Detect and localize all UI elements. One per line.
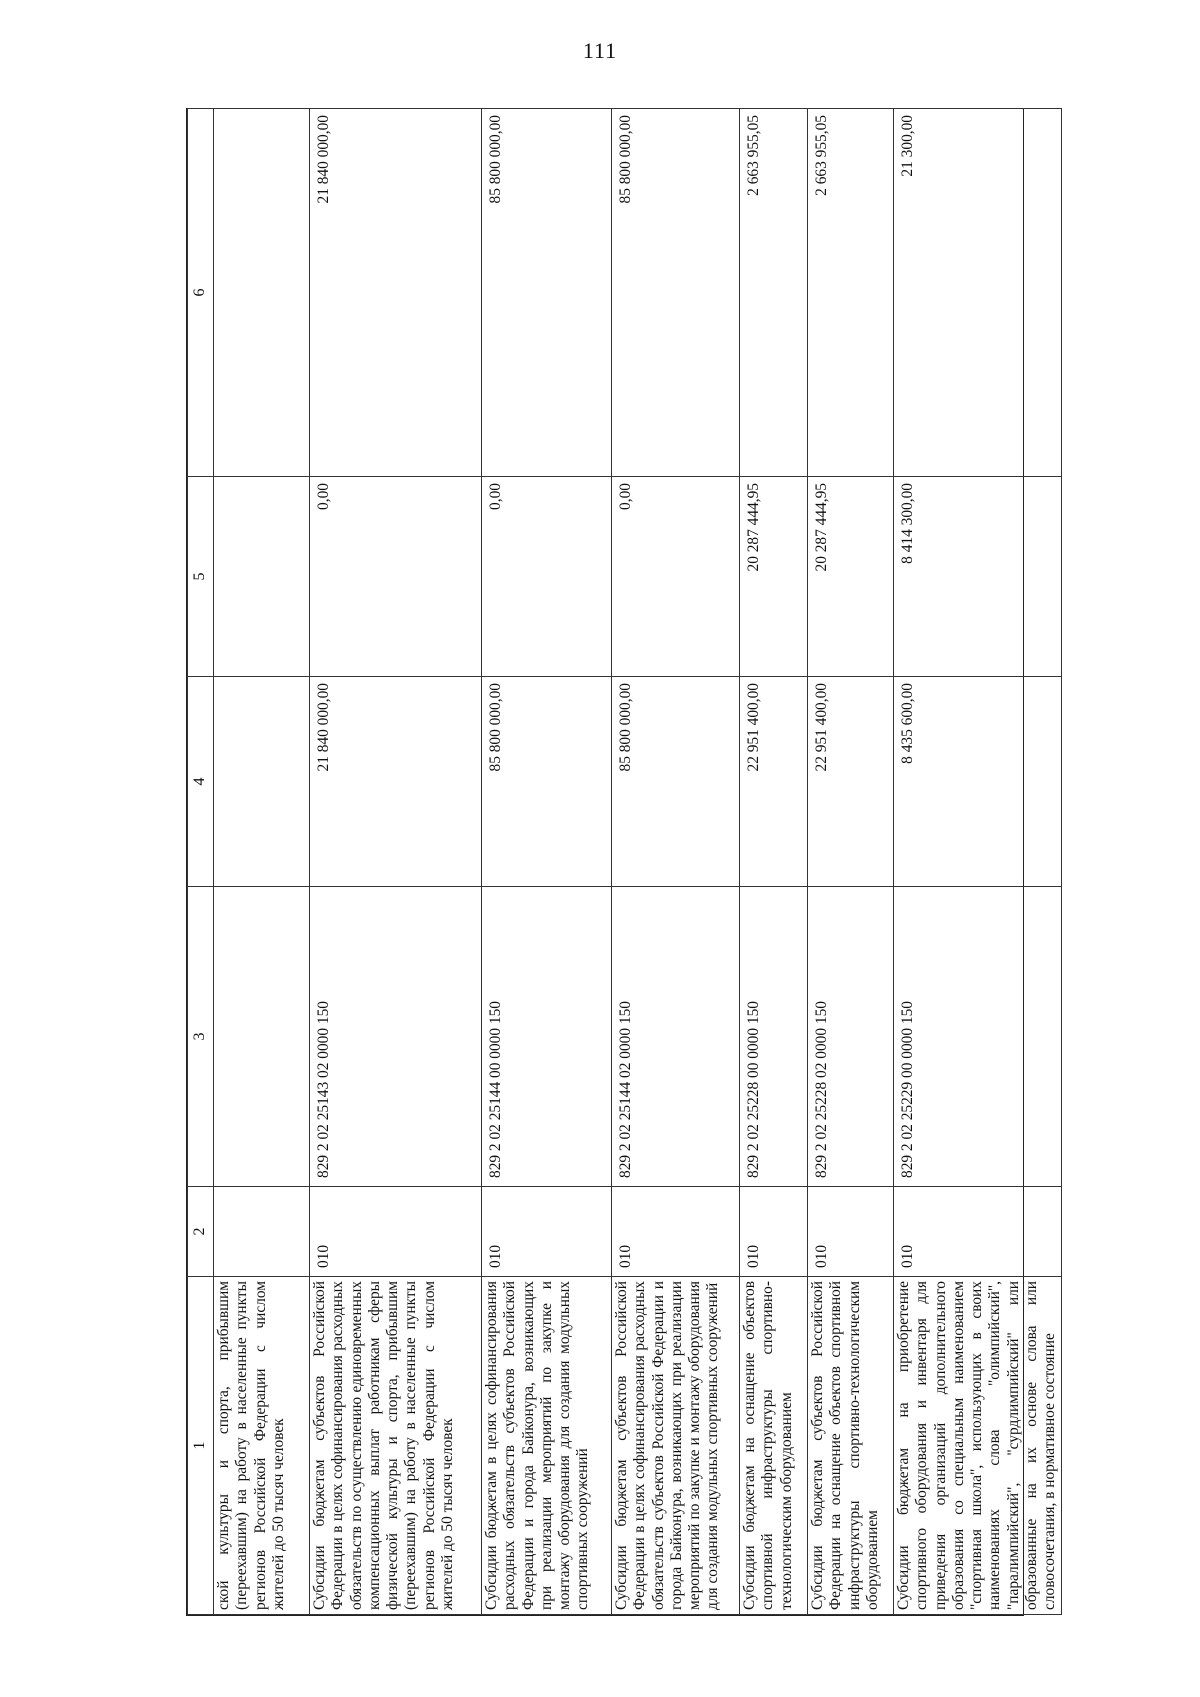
table-row (482, 109, 612, 1615)
column-header-1: 1 (188, 1277, 214, 1615)
row-budget-code: 829 2 02 25228 02 0000 150 (808, 887, 894, 1187)
header-row (188, 109, 214, 1615)
row-value-5: 0,00 (482, 477, 612, 677)
row-value-5: 0,00 (612, 477, 740, 677)
rotated-table-container (187, 109, 1059, 1615)
row-budget-code (214, 887, 310, 1187)
column-header-6: 6 (188, 109, 214, 477)
table-row (214, 109, 310, 1615)
row-value-5 (214, 477, 310, 677)
row-value-5: 20 287 444,95 (740, 477, 808, 677)
row-value-6: 85 800 000,00 (612, 109, 740, 477)
row-name: Субсидии бюджетам субъектов Российской Федерации на оснащение объектов спортивной инфраструктуры спортивно-технологическим оборудованием (808, 1277, 894, 1615)
row-budget-code: 829 2 02 25229 00 0000 150 (894, 887, 1062, 1187)
row-value-5: 0,00 (310, 477, 482, 677)
budget-table-frame (186, 108, 1059, 1616)
column-header-4: 4 (188, 677, 214, 887)
row-name: Субсидии бюджетам на приобретение спортивного оборудования и инвентаря для приведения организаций дополнительного образования со специальным наименованием "спортивная школа", использующих в своих наименованиях слова "олимпийский", "паралимпийский", "сурдлимпийский" или образованные на их основе слова или словосочетания, в нормативное состояние (894, 1277, 1062, 1615)
row-value-6: 21 300,00 (894, 109, 1062, 477)
table-row (740, 109, 808, 1615)
row-value-4: 85 800 000,00 (482, 677, 612, 887)
row-value-5: 20 287 444,95 (808, 477, 894, 677)
row-value-6: 2 663 955,05 (740, 109, 808, 477)
row-value-4: 85 800 000,00 (612, 677, 740, 887)
row-budget-code: 829 2 02 25143 02 0000 150 (310, 887, 482, 1187)
row-ord-code: 010 (808, 1187, 894, 1277)
row-ord-code: 010 (310, 1187, 482, 1277)
budget-table (187, 108, 1062, 1615)
row-value-4: 8 435 600,00 (894, 677, 1062, 887)
row-value-5: 8 414 300,00 (894, 477, 1062, 677)
row-ord-code (214, 1187, 310, 1277)
row-budget-code: 829 2 02 25228 00 0000 150 (740, 887, 808, 1187)
row-name: Субсидии бюджетам в целях софинансирования расходных обязательств субъектов Российской Федерации и города Байконура, возникающих при реализации мероприятий по закупке и монтажу оборудования для создания модульных спортивных сооружений (482, 1277, 612, 1615)
row-value-4: 22 951 400,00 (808, 677, 894, 887)
row-budget-code: 829 2 02 25144 00 0000 150 (482, 887, 612, 1187)
column-header-3: 3 (188, 887, 214, 1187)
row-name: Субсидии бюджетам на оснащение объектов спортивной инфраструктуры спортивно-технологическим оборудованием (740, 1277, 808, 1615)
row-value-6: 2 663 955,05 (808, 109, 894, 477)
page-number: 111 (582, 38, 618, 63)
table-row (612, 109, 740, 1615)
row-value-6: 21 840 000,00 (310, 109, 482, 477)
row-ord-code: 010 (894, 1187, 1062, 1277)
row-ord-code: 010 (612, 1187, 740, 1277)
row-value-6 (214, 109, 310, 477)
table-row (310, 109, 482, 1615)
row-ord-code: 010 (740, 1187, 808, 1277)
column-header-2: 2 (188, 1187, 214, 1277)
row-ord-code: 010 (482, 1187, 612, 1277)
row-value-4 (214, 677, 310, 887)
row-value-4: 21 840 000,00 (310, 677, 482, 887)
table-row (894, 109, 1062, 1615)
table-row (808, 109, 894, 1615)
row-value-6: 85 800 000,00 (482, 109, 612, 477)
column-header-5: 5 (188, 477, 214, 677)
row-name: ской культуры и спорта, прибывшим (переехавшим) на работу в населенные пункты регионов Российской Федерации с числом жителей до 50 тысяч человек (214, 1277, 310, 1615)
row-name: Субсидии бюджетам субъектов Российской Федерации в целях софинансирования расходных обязательств субъектов Российской Федерации и города Байконура, возникающих при реализации мероприятий по закупке и монтажу оборудования для создания модульных спортивных сооружений (612, 1277, 740, 1615)
row-value-4: 22 951 400,00 (740, 677, 808, 887)
row-budget-code: 829 2 02 25144 02 0000 150 (612, 887, 740, 1187)
row-name: Субсидии бюджетам субъектов Российской Федерации в целях софинансирования расходных обязательств по осуществлению единовременных компенсационных выплат работникам сферы физической культуры и спорта, прибывшим (переехавшим) на работу в населенные пункты регионов Российской Федерации с числом жителей до 50 тысяч человек (310, 1277, 482, 1615)
